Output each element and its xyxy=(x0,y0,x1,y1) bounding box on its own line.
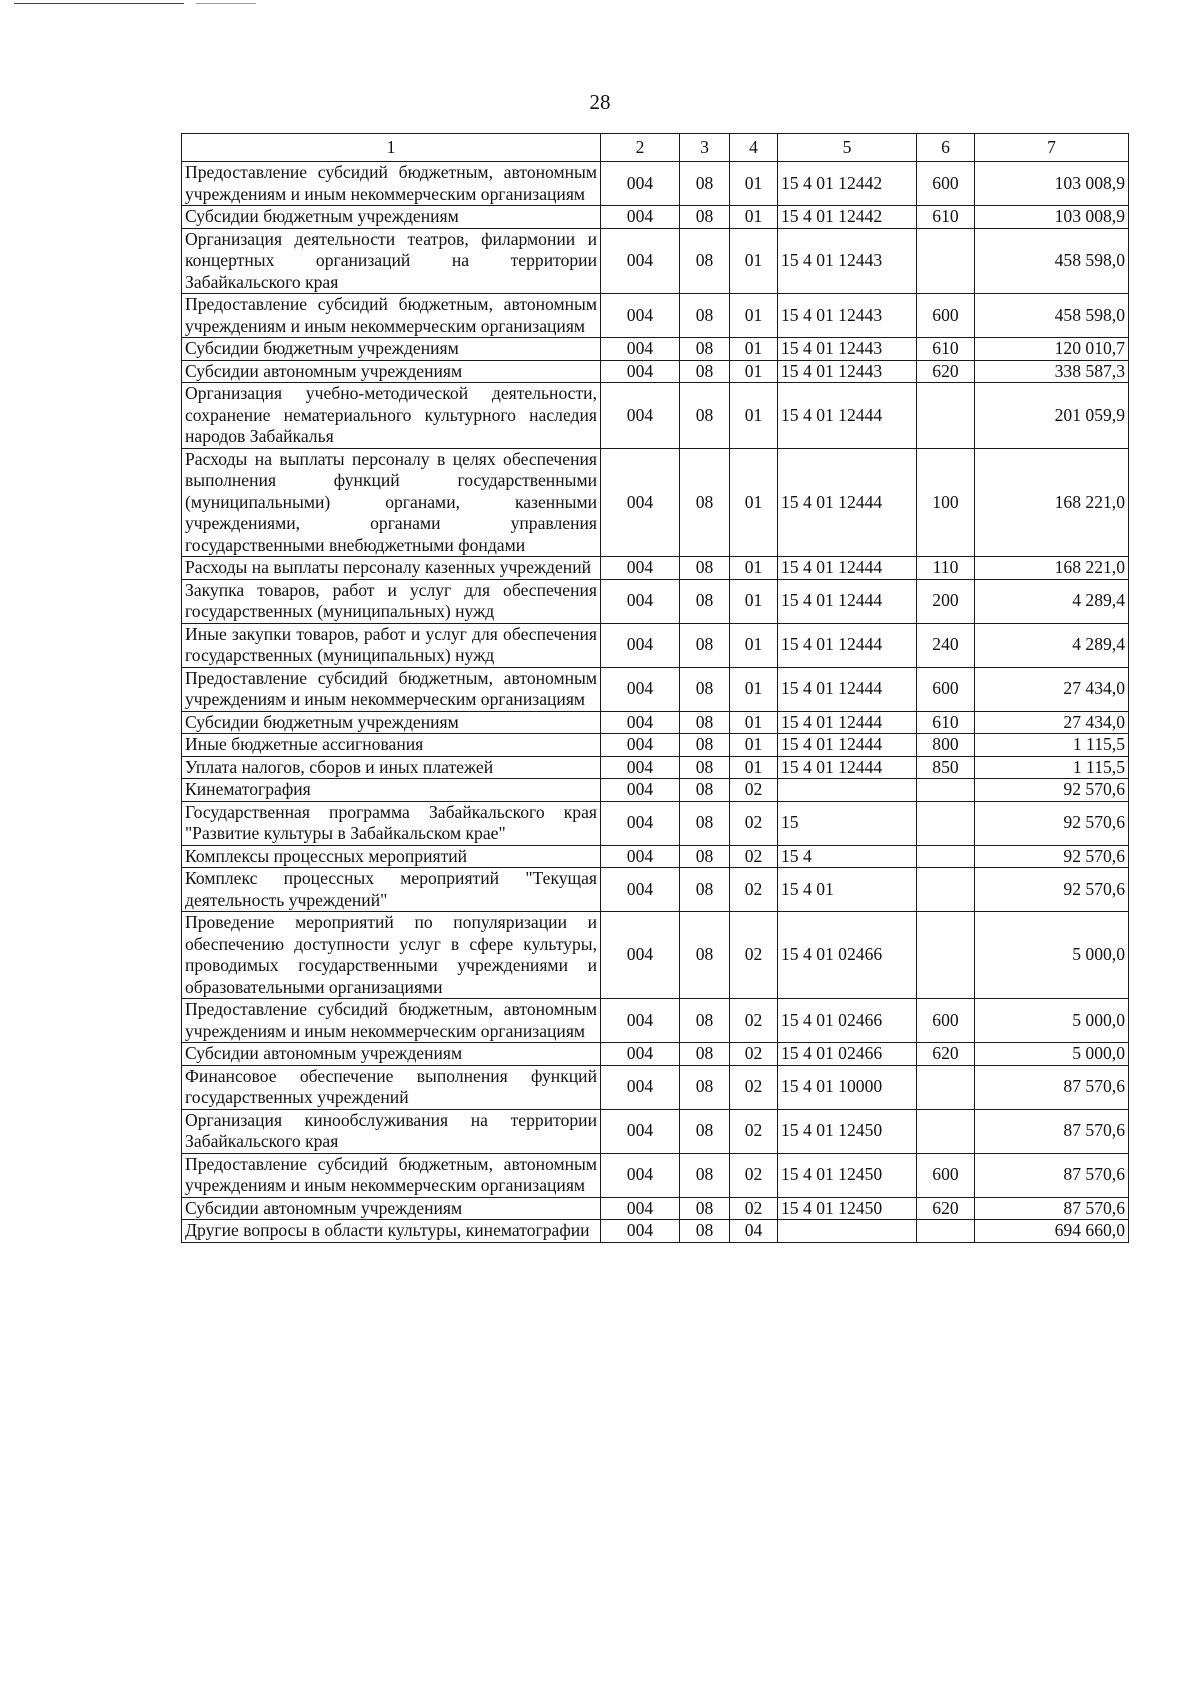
table-row xyxy=(182,1153,1129,1197)
row-target-article-cell: 15 4 01 12444 xyxy=(778,448,917,557)
row-subsection-cell: 02 xyxy=(730,1065,778,1109)
row-target-article-cell: 15 4 01 12444 xyxy=(778,557,917,580)
row-subsection-cell: 02 xyxy=(730,1153,778,1197)
row-target-article-cell: 15 4 01 12444 xyxy=(778,579,917,623)
row-section-cell: 08 xyxy=(680,1043,730,1066)
row-amount-cell: 694 660,0 xyxy=(975,1220,1129,1243)
table-row xyxy=(182,801,1129,845)
row-ministry-code-cell: 004 xyxy=(601,756,680,779)
row-target-article-cell xyxy=(778,779,917,802)
row-ministry-code-cell: 004 xyxy=(601,868,680,912)
table-row xyxy=(182,999,1129,1043)
row-ministry-code-cell: 004 xyxy=(601,999,680,1043)
row-amount-cell: 120 010,7 xyxy=(975,338,1129,361)
row-expense-type-cell xyxy=(917,912,975,999)
row-target-article-cell: 15 4 01 12444 xyxy=(778,383,917,449)
table-row xyxy=(182,448,1129,557)
row-amount-cell: 87 570,6 xyxy=(975,1065,1129,1109)
row-expense-type-cell xyxy=(917,779,975,802)
row-name-cell: Субсидии бюджетным учреждениям xyxy=(182,338,601,361)
row-amount-cell: 87 570,6 xyxy=(975,1153,1129,1197)
row-subsection-cell: 02 xyxy=(730,1109,778,1153)
table-row xyxy=(182,734,1129,757)
row-section-cell: 08 xyxy=(680,360,730,383)
row-name-cell: Субсидии автономным учреждениям xyxy=(182,360,601,383)
row-ministry-code-cell: 004 xyxy=(601,294,680,338)
row-name-cell: Организация учебно-методической деятельности, сохранение нематериального культурного наследия народов Забайкалья xyxy=(182,383,601,449)
row-name-cell: Субсидии бюджетным учреждениям xyxy=(182,711,601,734)
row-expense-type-cell xyxy=(917,1109,975,1153)
row-name-cell: Предоставление субсидий бюджетным, автономным учреждениям и иным некоммерческим организациям xyxy=(182,999,601,1043)
row-expense-type-cell: 610 xyxy=(917,206,975,229)
table-row xyxy=(182,294,1129,338)
table-row xyxy=(182,711,1129,734)
row-target-article-cell: 15 4 01 12450 xyxy=(778,1197,917,1220)
row-target-article-cell: 15 4 01 12442 xyxy=(778,162,917,206)
row-ministry-code-cell: 004 xyxy=(601,448,680,557)
table-row xyxy=(182,779,1129,802)
row-subsection-cell: 02 xyxy=(730,779,778,802)
row-expense-type-cell xyxy=(917,228,975,294)
row-subsection-cell: 01 xyxy=(730,756,778,779)
row-subsection-cell: 01 xyxy=(730,557,778,580)
row-ministry-code-cell: 004 xyxy=(601,206,680,229)
row-expense-type-cell: 240 xyxy=(917,623,975,667)
row-target-article-cell: 15 4 01 02466 xyxy=(778,912,917,999)
row-section-cell: 08 xyxy=(680,294,730,338)
scan-artifact-line xyxy=(196,3,256,4)
row-subsection-cell: 01 xyxy=(730,162,778,206)
row-subsection-cell: 01 xyxy=(730,711,778,734)
row-amount-cell: 5 000,0 xyxy=(975,1043,1129,1066)
table-row xyxy=(182,868,1129,912)
row-target-article-cell: 15 4 01 xyxy=(778,868,917,912)
table-row xyxy=(182,667,1129,711)
row-section-cell: 08 xyxy=(680,999,730,1043)
table-row xyxy=(182,579,1129,623)
row-amount-cell: 87 570,6 xyxy=(975,1109,1129,1153)
row-subsection-cell: 01 xyxy=(730,206,778,229)
row-name-cell: Предоставление субсидий бюджетным, автономным учреждениям и иным некоммерческим организациям xyxy=(182,667,601,711)
row-ministry-code-cell: 004 xyxy=(601,845,680,868)
table-row xyxy=(182,1109,1129,1153)
row-target-article-cell: 15 4 01 12444 xyxy=(778,734,917,757)
row-target-article-cell: 15 4 01 12450 xyxy=(778,1153,917,1197)
row-subsection-cell: 01 xyxy=(730,294,778,338)
row-section-cell: 08 xyxy=(680,1220,730,1243)
row-ministry-code-cell: 004 xyxy=(601,1197,680,1220)
row-ministry-code-cell: 004 xyxy=(601,162,680,206)
row-name-cell: Субсидии автономным учреждениям xyxy=(182,1197,601,1220)
column-header: 2 xyxy=(601,134,680,162)
row-expense-type-cell: 610 xyxy=(917,338,975,361)
table-row xyxy=(182,845,1129,868)
row-ministry-code-cell: 004 xyxy=(601,1220,680,1243)
row-subsection-cell: 02 xyxy=(730,1197,778,1220)
row-expense-type-cell: 110 xyxy=(917,557,975,580)
row-expense-type-cell: 800 xyxy=(917,734,975,757)
row-expense-type-cell: 620 xyxy=(917,1043,975,1066)
row-section-cell: 08 xyxy=(680,1197,730,1220)
row-name-cell: Комплексы процессных мероприятий xyxy=(182,845,601,868)
row-expense-type-cell: 200 xyxy=(917,579,975,623)
row-name-cell: Предоставление субсидий бюджетным, автономным учреждениям и иным некоммерческим организациям xyxy=(182,162,601,206)
row-target-article-cell: 15 4 01 12450 xyxy=(778,1109,917,1153)
row-section-cell: 08 xyxy=(680,734,730,757)
row-name-cell: Иные закупки товаров, работ и услуг для обеспечения государственных (муниципальных) нужд xyxy=(182,623,601,667)
row-section-cell: 08 xyxy=(680,912,730,999)
row-name-cell: Иные бюджетные ассигнования xyxy=(182,734,601,757)
row-target-article-cell: 15 4 01 12442 xyxy=(778,206,917,229)
row-target-article-cell: 15 4 01 02466 xyxy=(778,999,917,1043)
row-amount-cell: 458 598,0 xyxy=(975,228,1129,294)
row-section-cell: 08 xyxy=(680,845,730,868)
row-subsection-cell: 01 xyxy=(730,360,778,383)
table-row xyxy=(182,912,1129,999)
row-amount-cell: 1 115,5 xyxy=(975,734,1129,757)
row-ministry-code-cell: 004 xyxy=(601,228,680,294)
table-row xyxy=(182,1065,1129,1109)
row-ministry-code-cell: 004 xyxy=(601,1043,680,1066)
row-subsection-cell: 02 xyxy=(730,868,778,912)
row-expense-type-cell xyxy=(917,801,975,845)
row-section-cell: 08 xyxy=(680,1109,730,1153)
row-name-cell: Финансовое обеспечение выполнения функций государственных учреждений xyxy=(182,1065,601,1109)
budget-table xyxy=(181,133,1129,1243)
row-amount-cell: 201 059,9 xyxy=(975,383,1129,449)
row-target-article-cell: 15 4 01 12444 xyxy=(778,623,917,667)
row-target-article-cell: 15 4 01 12443 xyxy=(778,228,917,294)
row-subsection-cell: 02 xyxy=(730,845,778,868)
row-name-cell: Субсидии бюджетным учреждениям xyxy=(182,206,601,229)
row-target-article-cell: 15 4 01 12443 xyxy=(778,360,917,383)
row-section-cell: 08 xyxy=(680,667,730,711)
row-amount-cell: 103 008,9 xyxy=(975,162,1129,206)
column-header: 7 xyxy=(975,134,1129,162)
row-name-cell: Субсидии автономным учреждениям xyxy=(182,1043,601,1066)
row-expense-type-cell: 600 xyxy=(917,162,975,206)
row-target-article-cell: 15 4 01 02466 xyxy=(778,1043,917,1066)
row-expense-type-cell: 850 xyxy=(917,756,975,779)
table-row xyxy=(182,206,1129,229)
row-expense-type-cell: 600 xyxy=(917,294,975,338)
row-name-cell: Кинематография xyxy=(182,779,601,802)
row-section-cell: 08 xyxy=(680,1153,730,1197)
row-section-cell: 08 xyxy=(680,711,730,734)
row-subsection-cell: 04 xyxy=(730,1220,778,1243)
row-name-cell: Организация деятельности театров, филармонии и концертных организаций на территории Забайкальского края xyxy=(182,228,601,294)
row-name-cell: Проведение мероприятий по популяризации и обеспечению доступности услуг в сфере культуры, проводимых государственными учреждениями и образовательными организациями xyxy=(182,912,601,999)
table-row xyxy=(182,228,1129,294)
row-name-cell: Государственная программа Забайкальского края "Развитие культуры в Забайкальском крае" xyxy=(182,801,601,845)
row-amount-cell: 27 434,0 xyxy=(975,667,1129,711)
row-ministry-code-cell: 004 xyxy=(601,579,680,623)
table-body xyxy=(182,162,1129,1243)
column-header: 1 xyxy=(182,134,601,162)
row-target-article-cell: 15 xyxy=(778,801,917,845)
column-header: 6 xyxy=(917,134,975,162)
row-section-cell: 08 xyxy=(680,868,730,912)
table-row xyxy=(182,756,1129,779)
row-section-cell: 08 xyxy=(680,206,730,229)
row-section-cell: 08 xyxy=(680,579,730,623)
table-row xyxy=(182,338,1129,361)
row-section-cell: 08 xyxy=(680,162,730,206)
row-ministry-code-cell: 004 xyxy=(601,360,680,383)
row-expense-type-cell: 600 xyxy=(917,999,975,1043)
row-name-cell: Уплата налогов, сборов и иных платежей xyxy=(182,756,601,779)
table-header-row xyxy=(182,134,1129,162)
row-ministry-code-cell: 004 xyxy=(601,711,680,734)
row-section-cell: 08 xyxy=(680,779,730,802)
row-amount-cell: 168 221,0 xyxy=(975,448,1129,557)
row-target-article-cell: 15 4 01 12444 xyxy=(778,756,917,779)
table-row xyxy=(182,1197,1129,1220)
row-amount-cell: 27 434,0 xyxy=(975,711,1129,734)
row-subsection-cell: 01 xyxy=(730,383,778,449)
row-amount-cell: 168 221,0 xyxy=(975,557,1129,580)
row-expense-type-cell xyxy=(917,868,975,912)
row-target-article-cell: 15 4 xyxy=(778,845,917,868)
row-section-cell: 08 xyxy=(680,228,730,294)
row-ministry-code-cell: 004 xyxy=(601,1153,680,1197)
row-target-article-cell: 15 4 01 12444 xyxy=(778,667,917,711)
row-ministry-code-cell: 004 xyxy=(601,1065,680,1109)
row-subsection-cell: 01 xyxy=(730,623,778,667)
row-amount-cell: 5 000,0 xyxy=(975,912,1129,999)
row-amount-cell: 338 587,3 xyxy=(975,360,1129,383)
row-name-cell: Расходы на выплаты персоналу в целях обеспечения выполнения функций государственными (муниципальными) органами, казенными учреждениями, органами управления государственными внебюджетными фондами xyxy=(182,448,601,557)
row-name-cell: Комплекс процессных мероприятий "Текущая деятельность учреждений" xyxy=(182,868,601,912)
table-row xyxy=(182,360,1129,383)
column-header: 4 xyxy=(730,134,778,162)
row-name-cell: Предоставление субсидий бюджетным, автономным учреждениям и иным некоммерческим организациям xyxy=(182,294,601,338)
row-amount-cell: 103 008,9 xyxy=(975,206,1129,229)
scan-artifact-line xyxy=(14,3,184,4)
row-ministry-code-cell: 004 xyxy=(601,338,680,361)
row-ministry-code-cell: 004 xyxy=(601,1109,680,1153)
row-expense-type-cell xyxy=(917,1065,975,1109)
row-amount-cell: 92 570,6 xyxy=(975,845,1129,868)
table-row xyxy=(182,383,1129,449)
row-section-cell: 08 xyxy=(680,801,730,845)
row-section-cell: 08 xyxy=(680,383,730,449)
row-ministry-code-cell: 004 xyxy=(601,779,680,802)
row-subsection-cell: 02 xyxy=(730,999,778,1043)
row-section-cell: 08 xyxy=(680,1065,730,1109)
row-subsection-cell: 01 xyxy=(730,667,778,711)
row-amount-cell: 5 000,0 xyxy=(975,999,1129,1043)
row-amount-cell: 458 598,0 xyxy=(975,294,1129,338)
row-expense-type-cell: 600 xyxy=(917,1153,975,1197)
table-row xyxy=(182,557,1129,580)
row-expense-type-cell: 620 xyxy=(917,360,975,383)
row-section-cell: 08 xyxy=(680,756,730,779)
table-row xyxy=(182,1220,1129,1243)
row-expense-type-cell: 610 xyxy=(917,711,975,734)
row-section-cell: 08 xyxy=(680,448,730,557)
row-expense-type-cell: 620 xyxy=(917,1197,975,1220)
row-expense-type-cell: 100 xyxy=(917,448,975,557)
row-name-cell: Расходы на выплаты персоналу казенных учреждений xyxy=(182,557,601,580)
column-header: 3 xyxy=(680,134,730,162)
row-subsection-cell: 01 xyxy=(730,734,778,757)
row-amount-cell: 4 289,4 xyxy=(975,579,1129,623)
table-row xyxy=(182,162,1129,206)
row-subsection-cell: 01 xyxy=(730,448,778,557)
row-target-article-cell: 15 4 01 12443 xyxy=(778,294,917,338)
row-target-article-cell: 15 4 01 12443 xyxy=(778,338,917,361)
row-amount-cell: 1 115,5 xyxy=(975,756,1129,779)
row-target-article-cell: 15 4 01 12444 xyxy=(778,711,917,734)
row-name-cell: Другие вопросы в области культуры, кинематографии xyxy=(182,1220,601,1243)
page-number: 28 xyxy=(589,90,611,114)
row-ministry-code-cell: 004 xyxy=(601,623,680,667)
row-section-cell: 08 xyxy=(680,557,730,580)
row-subsection-cell: 01 xyxy=(730,338,778,361)
row-section-cell: 08 xyxy=(680,623,730,667)
row-target-article-cell xyxy=(778,1220,917,1243)
row-ministry-code-cell: 004 xyxy=(601,557,680,580)
row-name-cell: Организация кинообслуживания на территории Забайкальского края xyxy=(182,1109,601,1153)
row-expense-type-cell xyxy=(917,845,975,868)
table-row xyxy=(182,1043,1129,1066)
row-expense-type-cell xyxy=(917,383,975,449)
row-expense-type-cell xyxy=(917,1220,975,1243)
row-subsection-cell: 02 xyxy=(730,912,778,999)
column-header: 5 xyxy=(778,134,917,162)
row-ministry-code-cell: 004 xyxy=(601,667,680,711)
row-ministry-code-cell: 004 xyxy=(601,734,680,757)
row-ministry-code-cell: 004 xyxy=(601,383,680,449)
row-ministry-code-cell: 004 xyxy=(601,801,680,845)
row-name-cell: Предоставление субсидий бюджетным, автономным учреждениям и иным некоммерческим организациям xyxy=(182,1153,601,1197)
row-subsection-cell: 01 xyxy=(730,228,778,294)
row-amount-cell: 92 570,6 xyxy=(975,868,1129,912)
row-amount-cell: 4 289,4 xyxy=(975,623,1129,667)
row-subsection-cell: 02 xyxy=(730,1043,778,1066)
row-amount-cell: 92 570,6 xyxy=(975,801,1129,845)
row-ministry-code-cell: 004 xyxy=(601,912,680,999)
row-subsection-cell: 01 xyxy=(730,579,778,623)
row-subsection-cell: 02 xyxy=(730,801,778,845)
table-row xyxy=(182,623,1129,667)
row-section-cell: 08 xyxy=(680,338,730,361)
row-amount-cell: 87 570,6 xyxy=(975,1197,1129,1220)
row-target-article-cell: 15 4 01 10000 xyxy=(778,1065,917,1109)
row-name-cell: Закупка товаров, работ и услуг для обеспечения государственных (муниципальных) нужд xyxy=(182,579,601,623)
row-expense-type-cell: 600 xyxy=(917,667,975,711)
row-amount-cell: 92 570,6 xyxy=(975,779,1129,802)
